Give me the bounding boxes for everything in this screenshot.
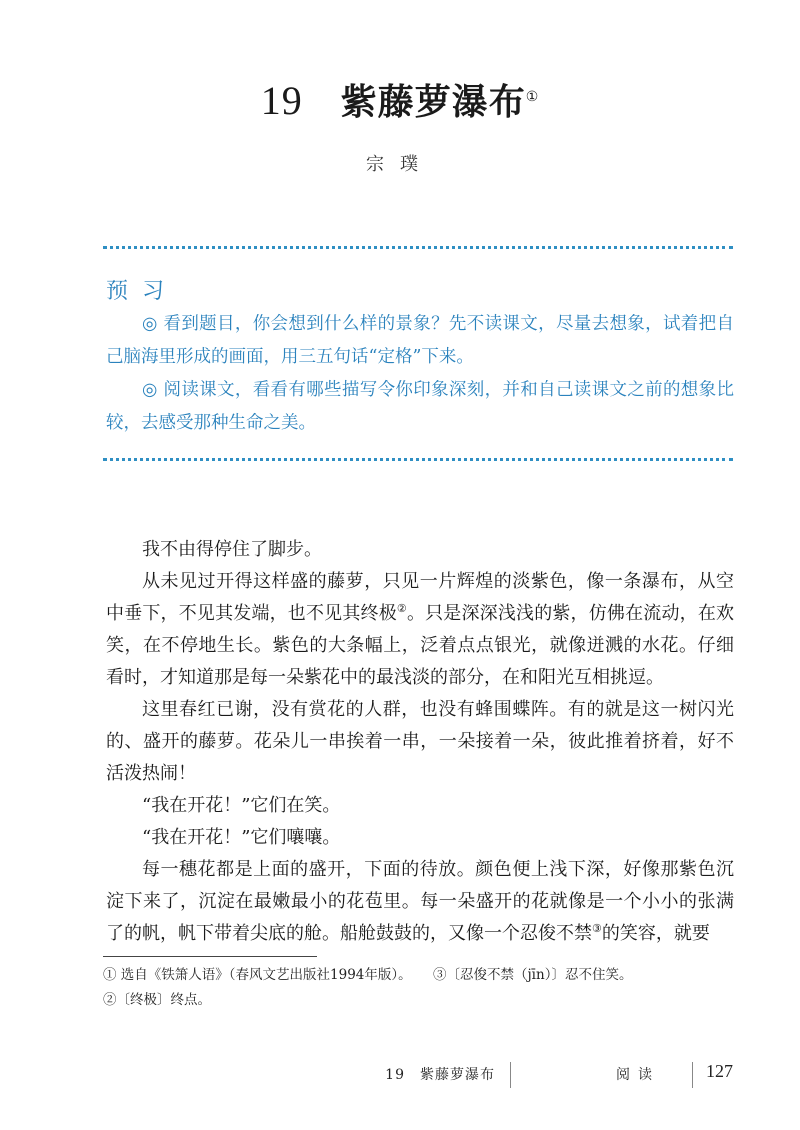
footnote-mark-3[interactable]: ③ [592, 922, 602, 935]
main-text [106, 534, 734, 950]
footnote-3: ③〔忍俊不禁（jīn）〕忍不住笑。 [433, 967, 633, 983]
paragraph-6-text-a: 每一穗花都是上面的盛开，下面的待放。颜色便上浅下深，好像那紫色沉淀下来了，沉淀在最嫩最小的花苞里。每一朵盛开的花就像是一个小小的张满了的帆，帆下带着尖底的舱。船舱鼓鼓的，又像一个忍俊不禁 [106, 859, 734, 944]
preview-heading: 预习 [106, 279, 179, 304]
paragraph-2-text-b: 。只是深深浅浅的紫，仿佛在流动，在欢笑，在不停地生长。紫色的大条幅上，泛着点点银光，就像迸溅的水花。仔细看时，才知道那是每一朵紫花中的最浅淡的部分，在和阳光互相挑逗。 [106, 603, 734, 688]
preview-bottom-divider [103, 458, 733, 461]
paragraph-5: “我在开花！”它们嚷嚷。 [142, 827, 341, 848]
preview-item-1: ◎ 看到题目，你会想到什么样的景象？先不读课文，尽量去想象，试着把自己脑海里形成的画面，用三五句话“定格”下来。 [106, 314, 734, 367]
preview-section [106, 308, 734, 440]
title-footnote-mark[interactable]: ① [525, 89, 540, 105]
paragraph-6 [106, 854, 734, 950]
paragraph-1: 我不由得停住了脚步。 [142, 539, 322, 560]
footnotes [103, 963, 743, 1013]
preview-item-2: ◎ 阅读课文，看看有哪些描写令你印象深刻，并和自己读课文之前的想象比较，去感受那种生命之美。 [106, 380, 734, 433]
footer-divider-2 [692, 1062, 693, 1088]
footer-lesson-title: 19 紫藤萝瀑布 [385, 1067, 495, 1083]
page-footer [0, 1060, 800, 1090]
footnote-1: ① 选自《铁箫人语》（春风文艺出版社1994年版）。 [103, 967, 412, 983]
paragraph-3: 这里春红已谢，没有赏花的人群，也没有蜂围蝶阵。有的就是这一树闪光的、盛开的藤萝。花朵儿一串挨着一串，一朵接着一朵，彼此推着挤着，好不活泼热闹！ [106, 699, 734, 784]
footer-divider-1 [510, 1062, 511, 1088]
lesson-title [0, 78, 800, 125]
footnote-mark-2[interactable]: ② [396, 602, 407, 615]
footnote-2: ②〔终极〕终点。 [103, 992, 211, 1008]
preview-top-divider [103, 246, 733, 249]
author-name: 宗璞 [366, 154, 434, 175]
paragraph-2 [106, 566, 734, 694]
paragraph-4: “我在开花！”它们在笑。 [142, 795, 341, 816]
page-number: 127 [706, 1061, 733, 1081]
paragraph-6-text-b: 的笑容，就要 [601, 923, 710, 944]
lesson-number: 19 [260, 78, 303, 123]
lesson-title-text: 紫藤萝瀑布 [340, 81, 526, 123]
paragraph-2-text-a: 从未见过开得这样盛的藤萝，只见一片辉煌的淡紫色，像一条瀑布，从空中垂下，不见其发端，也不见其终极 [106, 571, 734, 624]
footer-section-name: 阅读 [616, 1067, 660, 1083]
footnote-rule [103, 956, 317, 957]
